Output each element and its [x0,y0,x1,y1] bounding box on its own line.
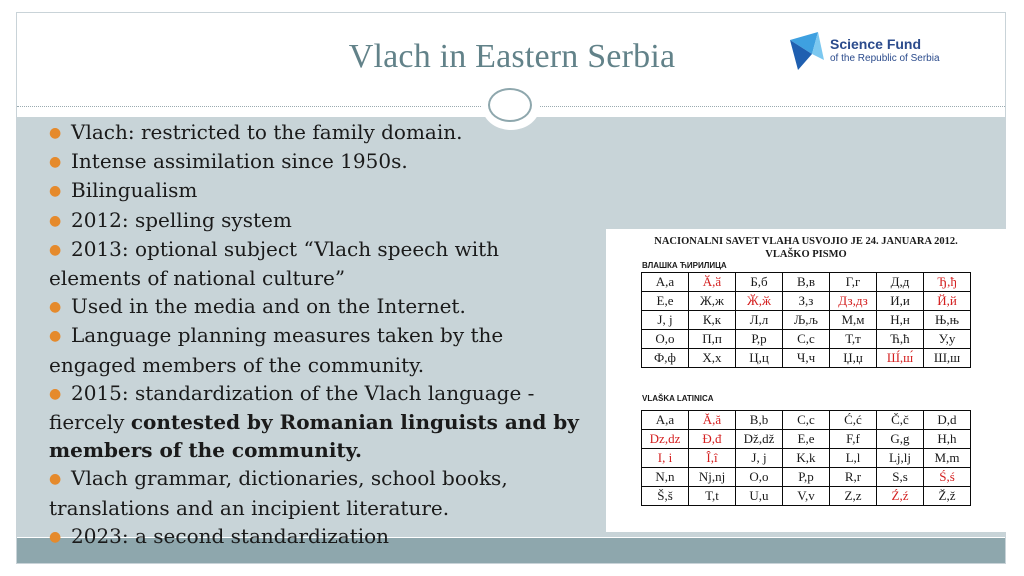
bullet-bold-text: contested by Romanian linguists and by members of the community. [49,410,579,463]
alphabet-row [642,311,971,330]
bullet-text: Used in the media and on the Internet. [71,294,466,319]
bullet-item [49,464,589,521]
alphabet-letter-cell: Đ,đ [689,430,736,449]
alphabet-letter-cell: Е,е [642,292,689,311]
alphabet-letter-cell: Š,š [642,487,689,506]
alphabet-letter-cell: Н,н [877,311,924,330]
logo-text [830,36,940,65]
cyrillic-table [641,272,971,368]
alphabet-row [642,487,971,506]
bullet-icon: ● [49,299,62,316]
bullet-item [49,292,589,321]
bullet-icon: ● [49,154,62,171]
logo-line-1: Science Fund [830,36,922,52]
bullet-item [49,206,589,235]
alphabet-letter-cell: Ć,ć [830,411,877,430]
alphabet-letter-cell: I, i [642,449,689,468]
alphabet-letter-cell: Ź,ź [877,487,924,506]
alphabet-letter-cell: N,n [642,468,689,487]
alphabet-row [642,449,971,468]
alphabet-row [642,468,971,487]
alphabet-letter-cell: Њ,њ [924,311,971,330]
science-fund-logo-icon [788,30,828,72]
alphabet-letter-cell: Č,č [877,411,924,430]
bullet-item [49,118,589,147]
alphabet-heading-line-2: VLAŠKO PISMO [765,249,847,260]
bullet-text: Intense assimilation since 1950s. [71,149,408,174]
alphabet-letter-cell: Ш́,ш́ [877,349,924,368]
alphabet-letter-cell: V,v [783,487,830,506]
alphabet-letter-cell: R,r [830,468,877,487]
alphabet-letter-cell: Дз,дз [830,292,877,311]
bullet-icon: ● [49,328,62,345]
alphabet-letter-cell: Љ,љ [783,311,830,330]
alphabet-letter-cell: И,и [877,292,924,311]
slide-title: Vlach in Eastern Serbia [348,38,676,75]
alphabet-letter-cell: П,п [689,330,736,349]
alphabet-letter-cell: Й,й [924,292,971,311]
alphabet-letter-cell: С,с [783,330,830,349]
bullet-text: 2013: optional subject “Vlach speech with elements of national culture” [49,236,500,291]
alphabet-letter-cell: О,о [642,330,689,349]
alphabet-letter-cell: А,а [642,273,689,292]
vlach-alphabet-image [606,229,1006,532]
alphabet-letter-cell: Р,р [736,330,783,349]
bullet-item [49,379,589,465]
alphabet-letter-cell: Ш,ш [924,349,971,368]
alphabet-letter-cell: O,o [736,468,783,487]
alphabet-row [642,330,971,349]
alphabet-row [642,292,971,311]
divider-ring-icon [488,88,532,122]
bullet-item [49,321,589,378]
alphabet-letter-cell: Ф,ф [642,349,689,368]
alphabet-letter-cell: G,g [877,430,924,449]
bullet-text: Vlach: restricted to the family domain. [71,120,463,144]
bullet-text: 2023: a second standardization [71,523,390,548]
alphabet-letter-cell: Т,т [830,330,877,349]
alphabet-letter-cell: Х,х [689,349,736,368]
alphabet-letter-cell: L,l [830,449,877,468]
alphabet-letter-cell: E,e [783,430,830,449]
alphabet-letter-cell: Ђ,ђ [924,273,971,292]
alphabet-letter-cell: Ч,ч [783,349,830,368]
latin-caption: VLAŠKA LATINICA [642,394,714,403]
alphabet-letter-cell: Ă,ă [689,411,736,430]
alphabet-letter-cell: Ӑ,ӑ [689,273,736,292]
alphabet-letter-cell: H,h [924,430,971,449]
bullet-text: Vlach grammar, dictionaries, school books, translations and an incipient literature. [49,466,508,520]
alphabet-letter-cell: Д,д [877,273,924,292]
alphabet-letter-cell: J, j [736,449,783,468]
alphabet-letter-cell: Ž,ž [924,487,971,506]
alphabet-row [642,430,971,449]
alphabet-letter-cell: B,b [736,411,783,430]
bullet-icon: ● [49,241,62,258]
alphabet-letter-cell: Nj,nj [689,468,736,487]
bullet-icon: ● [49,385,62,402]
alphabet-letter-cell: Г,г [830,273,877,292]
alphabet-row [642,273,971,292]
bullet-text: Language planning measures taken by the engaged members of the community. [49,323,504,377]
science-fund-logo [788,30,958,74]
bullet-list [49,118,589,551]
alphabet-letter-cell: М,м [830,311,877,330]
alphabet-letter-cell: У,у [924,330,971,349]
bullet-icon: ● [49,125,62,141]
alphabet-letter-cell: З,з [783,292,830,311]
alphabet-letter-cell: A,a [642,411,689,430]
logo-line-2: of the Republic of Serbia [830,53,940,64]
alphabet-letter-cell: Ж,ж [689,292,736,311]
alphabet-heading [606,235,1006,261]
alphabet-letter-cell: В,в [783,273,830,292]
alphabet-letter-cell: P,p [783,468,830,487]
bullet-item [49,147,589,176]
alphabet-letter-cell: Dz,dz [642,430,689,449]
alphabet-letter-cell: Î,î [689,449,736,468]
alphabet-letter-cell: Ћ,ћ [877,330,924,349]
alphabet-letter-cell: Lj,lj [877,449,924,468]
alphabet-letter-cell: K,k [783,449,830,468]
alphabet-letter-cell: Ц,ц [736,349,783,368]
bullet-icon: ● [49,528,62,545]
bullet-text: Bilingualism [71,178,198,203]
bullet-text: 2012: spelling system [71,207,292,232]
cyrillic-caption: ВЛАШКА ЋИРИЛИЦА [642,261,727,270]
bullet-item [49,176,589,205]
alphabet-letter-cell: T,t [689,487,736,506]
bullet-icon: ● [49,212,62,229]
alphabet-letter-cell: Ӂ,ӂ [736,292,783,311]
alphabet-letter-cell: M,m [924,449,971,468]
alphabet-row [642,411,971,430]
alphabet-letter-cell: Z,z [830,487,877,506]
alphabet-letter-cell: Ś,ś [924,468,971,487]
alphabet-letter-cell: Dž,dž [736,430,783,449]
alphabet-letter-cell: F,f [830,430,877,449]
latin-table [641,410,971,506]
bullet-icon: ● [49,183,62,200]
bullet-item [49,522,589,551]
alphabet-letter-cell: U,u [736,487,783,506]
alphabet-letter-cell: S,s [877,468,924,487]
bullet-item [49,235,589,292]
alphabet-heading-line-1: NACIONALNI SAVET VLAHA USVOJIO JE 24. JANUARA 2012. [654,236,958,247]
alphabet-letter-cell: К,к [689,311,736,330]
alphabet-letter-cell: Џ,џ [830,349,877,368]
alphabet-letter-cell: C,c [783,411,830,430]
alphabet-letter-cell: Ј, ј [642,311,689,330]
alphabet-letter-cell: D,d [924,411,971,430]
alphabet-letter-cell: Л,л [736,311,783,330]
bullet-text: 2015: standardization of the Vlach language - fiercely [49,380,535,435]
alphabet-row [642,349,971,368]
alphabet-letter-cell: Б,б [736,273,783,292]
bullet-icon: ● [49,471,62,488]
